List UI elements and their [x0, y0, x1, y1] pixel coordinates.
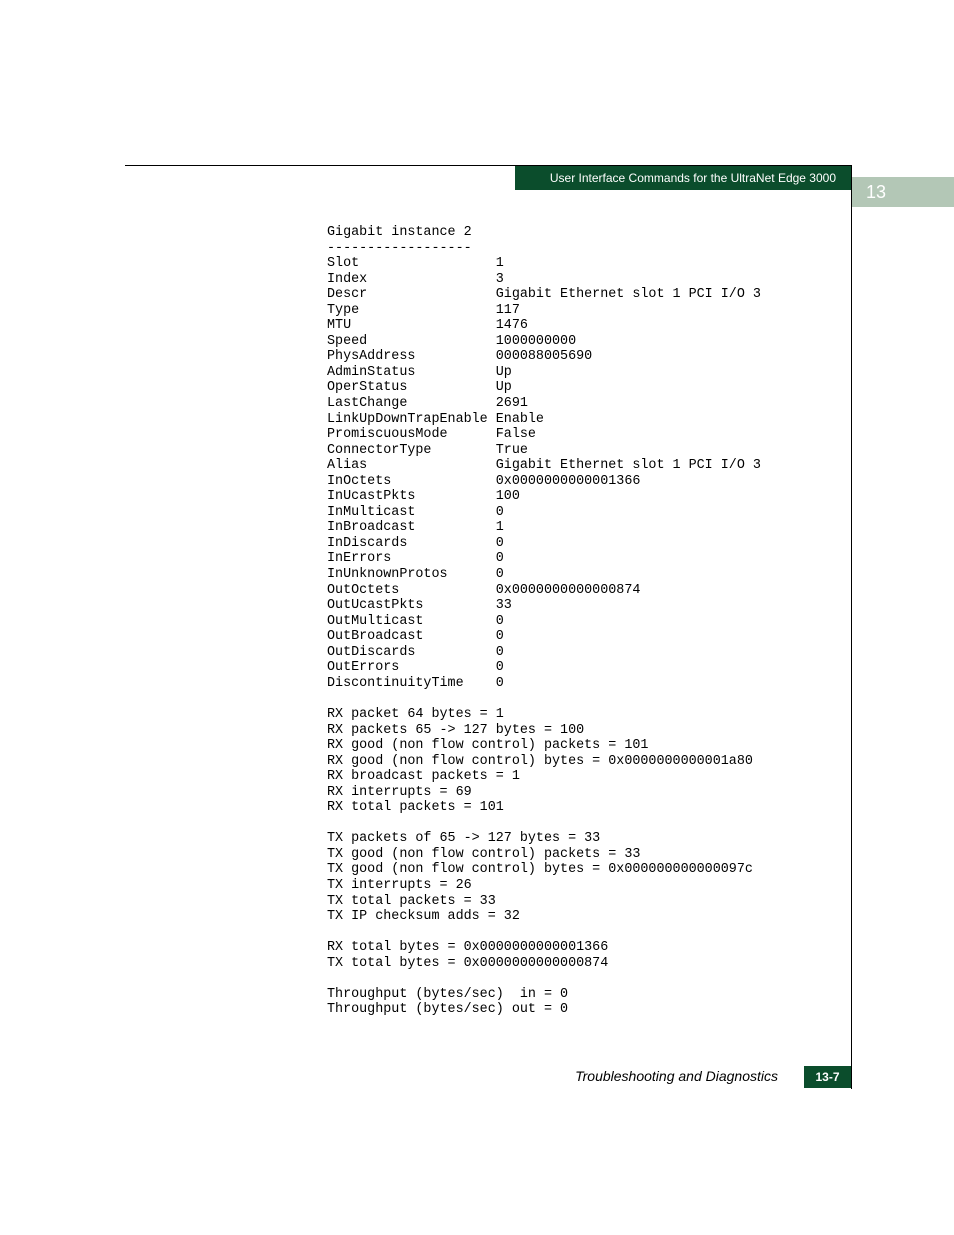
chapter-tab: 13 — [852, 177, 954, 207]
footer-section-title: Troubleshooting and Diagnostics — [575, 1068, 778, 1084]
command-output: Gigabit instance 2 ------------------ Slot 1 Index 3 Descr Gigabit Ethernet slot 1 PCI I/O 3 Type 117 MTU 1476 Speed 1000000000 PhysAddress 000088005690 AdminStatus Up OperStatus Up LastChange 2691 LinkUpDownTrapEnable Enable PromiscuousMode False ConnectorType True Alias Gigabit Ethernet slot 1 PCI I/O 3 InOctets 0x0000000000001366 InUcastPkts 100 InMulticast 0 InBroadcast 1 InDiscards 0 InErrors 0 InUnknownProtos 0 OutOctets 0x0000000000000874 OutUcastPkts 33 OutMulticast 0 OutBroadcast 0 OutDiscards 0 OutErrors 0 DiscontinuityTime 0 RX packet 64 bytes = 1 RX packets 65 -> 127 bytes = 100 RX good (non flow control) packets = 101 RX good (non flow control) bytes = 0x0000000000001a80 RX broadcast packets = 1 RX interrupts = 69 RX total packets = 101 TX packets of 65 -> 127 bytes = 33 TX good (non flow control) packets = 33 TX good (non flow control) bytes = 0x000000000000097c TX interrupts = 26 TX total packets = 33 TX IP checksum adds = 32 RX total bytes = 0x0000000000001366 TX total bytes = 0x0000000000000874 Throughput (bytes/sec) in = 0 Throughput (bytes/sec) out = 0 — [327, 225, 761, 1018]
running-header: User Interface Commands for the UltraNet Edge 3000 — [515, 166, 851, 190]
page-number: 13-7 — [804, 1066, 851, 1088]
page-margin-rule — [851, 165, 852, 1089]
